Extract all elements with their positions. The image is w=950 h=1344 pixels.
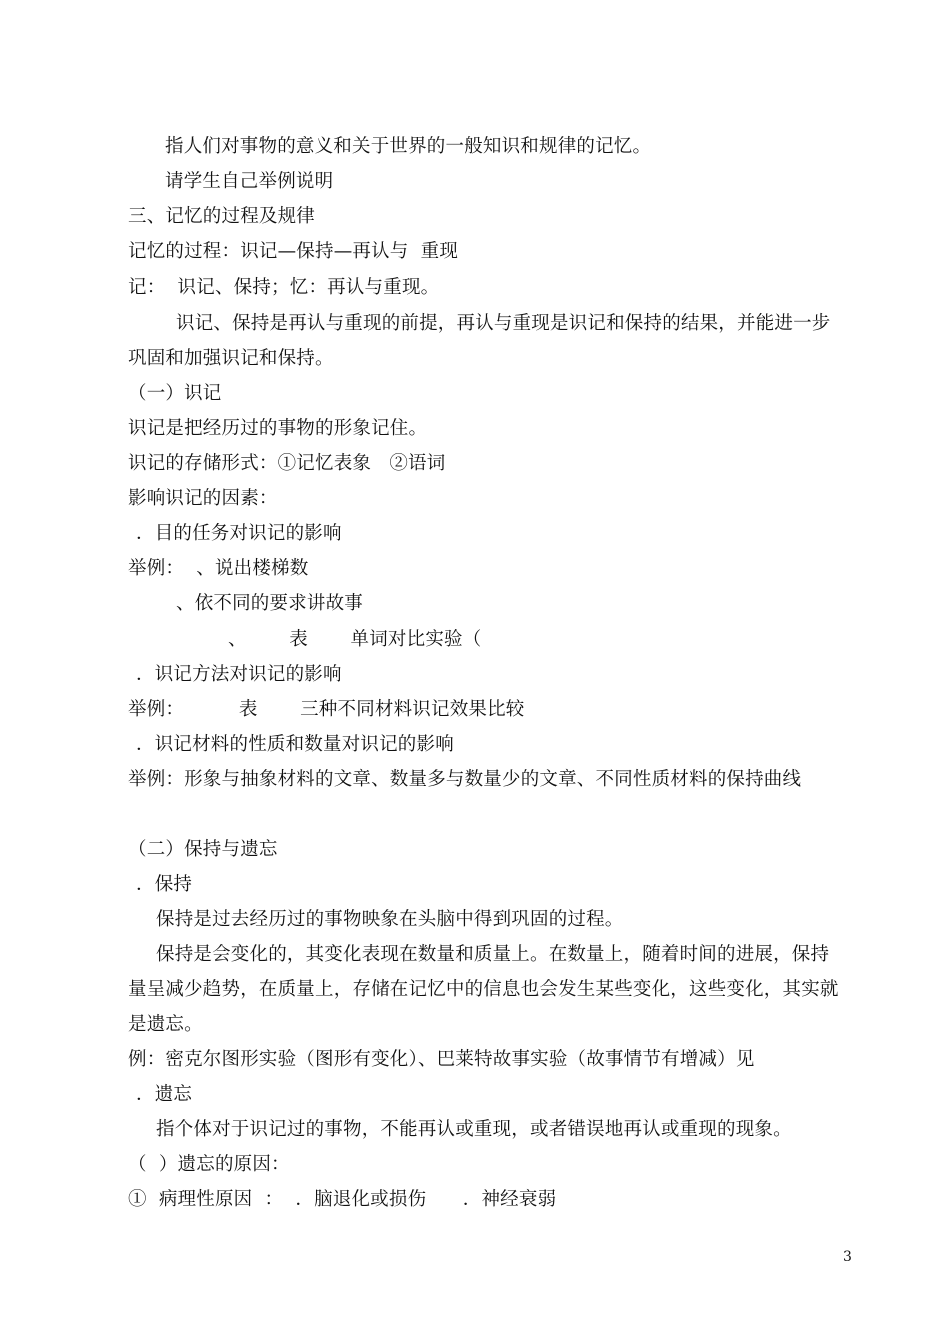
text-line-19: 举例：形象与抽象材料的文章、数量多与数量少的文章、不同性质材料的保持曲线 bbox=[128, 769, 802, 790]
text-line-1: 指人们对事物的意义和关于世界的一般知识和规律的记忆。 bbox=[165, 136, 652, 157]
text-line-16: ．识记方法对识记的影响 bbox=[136, 664, 342, 685]
text-line-17: 举例： 表 三种不同材料识记效果比较 bbox=[128, 699, 525, 720]
page-number: 3 bbox=[843, 1249, 852, 1265]
text-line-5: 记： 识记、保持；忆：再认与重现。 bbox=[128, 277, 440, 298]
text-line-7: 巩固和加强识记和保持。 bbox=[128, 348, 334, 369]
section-heading-3: 三、记忆的过程及规律 bbox=[128, 206, 316, 227]
text-line-15: 、 表 单词对比实验（ bbox=[228, 629, 482, 650]
text-line-24: 量呈减少趋势，在质量上，存储在记忆中的信息也会发生某些变化，这些变化，其实就 bbox=[128, 979, 839, 1000]
text-line-25: 是遗忘。 bbox=[128, 1014, 203, 1035]
text-line-2: 请学生自己举例说明 bbox=[165, 171, 334, 192]
text-line-22: 保持是过去经历过的事物映象在头脑中得到巩固的过程。 bbox=[156, 909, 624, 930]
text-line-30: ① 病理性原因 ： ．脑退化或损伤 ．神经衰弱 bbox=[128, 1189, 557, 1210]
text-line-26: 例：密克尔图形实验（图形有变化）、巴莱特故事实验（故事情节有增减）见 bbox=[128, 1049, 755, 1070]
text-line-11: 影响识记的因素： bbox=[128, 488, 278, 509]
subsection-heading-2: （二）保持与遗忘 bbox=[128, 839, 278, 860]
subsection-heading-1: （一）识记 bbox=[128, 383, 222, 404]
text-line-18: ．识记材料的性质和数量对识记的影响 bbox=[136, 734, 454, 755]
text-line-10: 识记的存储形式：①记忆表象 ②语词 bbox=[128, 453, 446, 474]
text-line-13: 举例： 、说出楼梯数 bbox=[128, 558, 309, 579]
text-line-12: ．目的任务对识记的影响 bbox=[136, 523, 342, 544]
text-line-23: 保持是会变化的，其变化表现在数量和质量上。在数量上，随着时间的进展，保持 bbox=[156, 944, 830, 965]
text-line-14: 、依不同的要求讲故事 bbox=[176, 593, 364, 614]
text-line-4: 记忆的过程：识记—保持—再认与 重现 bbox=[128, 241, 459, 262]
text-line-6: 识记、保持是再认与重现的前提，再认与重现是识记和保持的结果，并能进一步 bbox=[176, 313, 831, 334]
text-line-21: ．保持 bbox=[136, 874, 193, 895]
text-line-28: 指个体对于识记过的事物，不能再认或重现，或者错误地再认或重现的现象。 bbox=[156, 1119, 792, 1140]
text-line-29: （ ）遗忘的原因： bbox=[128, 1154, 290, 1175]
text-line-9: 识记是把经历过的事物的形象记住。 bbox=[128, 418, 428, 439]
text-line-27: ．遗忘 bbox=[136, 1084, 193, 1105]
